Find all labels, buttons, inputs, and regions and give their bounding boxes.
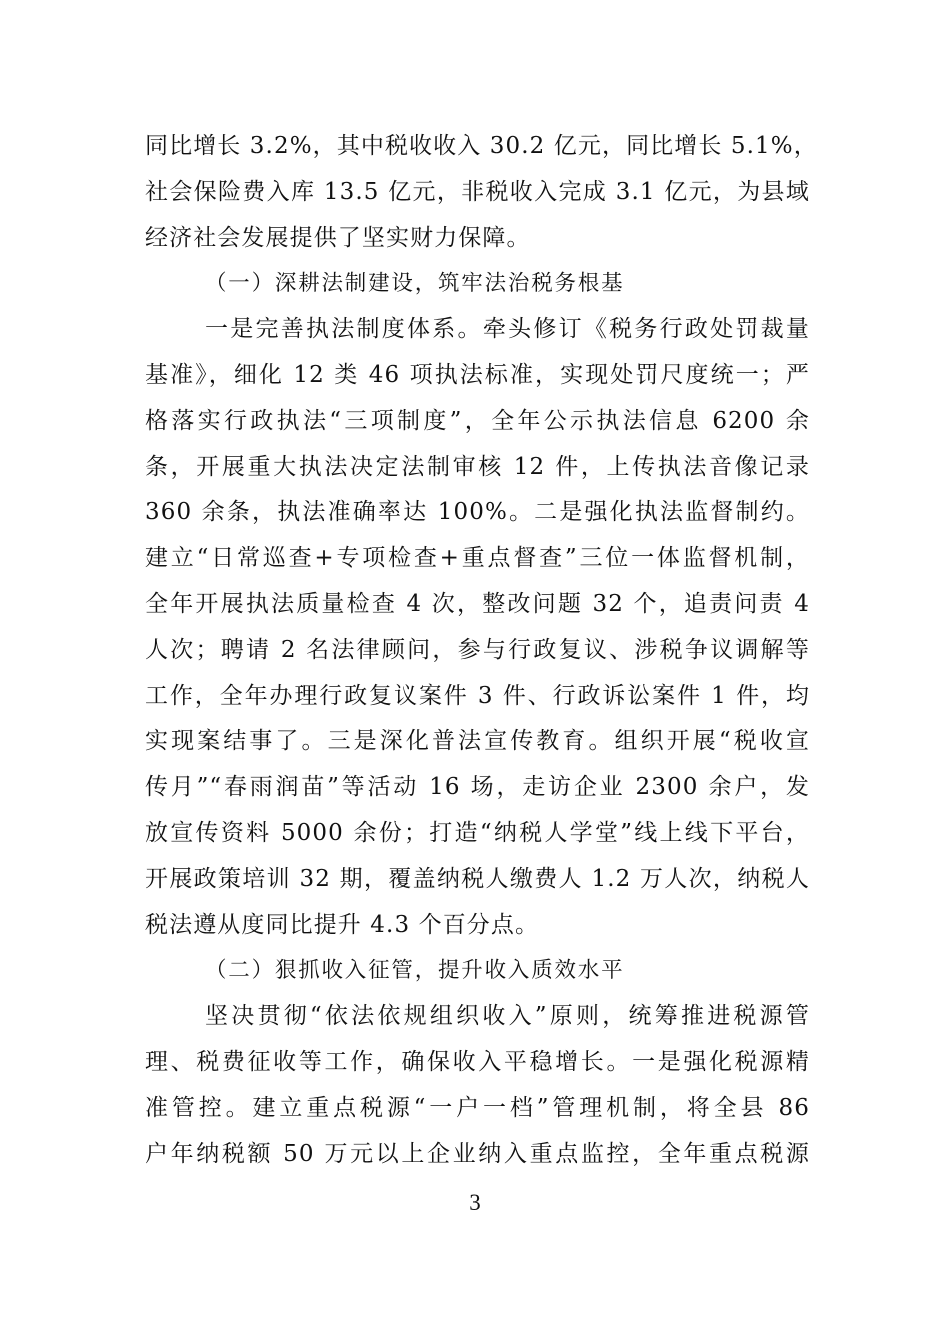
text-line: 一是完善执法制度体系。牵头修订《税务行政处罚裁量 — [205, 316, 810, 343]
text-line: 准管控。建立重点税源“一户一档”管理机制，将全县 86 — [145, 1094, 810, 1121]
text-line: 传月”“春雨润苗”等活动 16 场，走访企业 2300 余户，发 — [145, 774, 810, 801]
page-number: 3 — [469, 1190, 481, 1215]
text-line: 工作，全年办理行政复议案件 3 件、行政诉讼案件 1 件，均 — [145, 682, 810, 709]
text-line: 建立“日常巡查+专项检查+重点督查”三位一体监督机制， — [145, 545, 810, 572]
text-line: 税法遵从度同比提升 4.3 个百分点。 — [145, 911, 540, 938]
text-line: 条，开展重大执法决定法制审核 12 件，上传执法音像记录 — [145, 453, 810, 480]
text-line: 社会保险费入库 13.5 亿元，非税收入完成 3.1 亿元，为县域 — [145, 178, 810, 205]
text-line: 经济社会发展提供了坚实财力保障。 — [145, 224, 531, 251]
section-heading: （二）狠抓收入征管，提升收入质效水平 — [205, 958, 625, 984]
body-text — [145, 124, 818, 1177]
text-line: 实现案结事了。三是深化普法宣传教育。组织开展“税收宣 — [145, 728, 810, 755]
section-heading: （一）深耕法制建设，筑牢法治税务根基 — [205, 271, 625, 297]
text-line: 户年纳税额 50 万元以上企业纳入重点监控，全年重点税源 — [145, 1140, 810, 1167]
text-line: 360 余条，执法准确率达 100%。二是强化执法监督制约。 — [145, 499, 810, 526]
text-line: 格落实行政执法“三项制度”，全年公示执法信息 6200 余 — [145, 407, 810, 434]
text-line: 开展政策培训 32 期，覆盖纳税人缴费人 1.2 万人次，纳税人 — [145, 865, 810, 892]
text-line: 坚决贯彻“依法依规组织收入”原则，统筹推进税源管 — [205, 1003, 810, 1030]
text-line: 基准》，细化 12 类 46 项执法标准，实现处罚尺度统一；严 — [145, 361, 810, 388]
text-line: 全年开展执法质量检查 4 次，整改问题 32 个，追责问责 4 — [145, 590, 810, 617]
text-line: 理、税费征收等工作，确保收入平稳增长。一是强化税源精 — [145, 1048, 810, 1075]
text-line: 人次；聘请 2 名法律顾问，参与行政复议、涉税争议调解等 — [145, 636, 810, 663]
text-line: 放宣传资料 5000 余份；打造“纳税人学堂”线上线下平台， — [145, 819, 810, 846]
text-line: 同比增长 3.2%，其中税收收入 30.2 亿元，同比增长 5.1%， — [145, 133, 818, 159]
